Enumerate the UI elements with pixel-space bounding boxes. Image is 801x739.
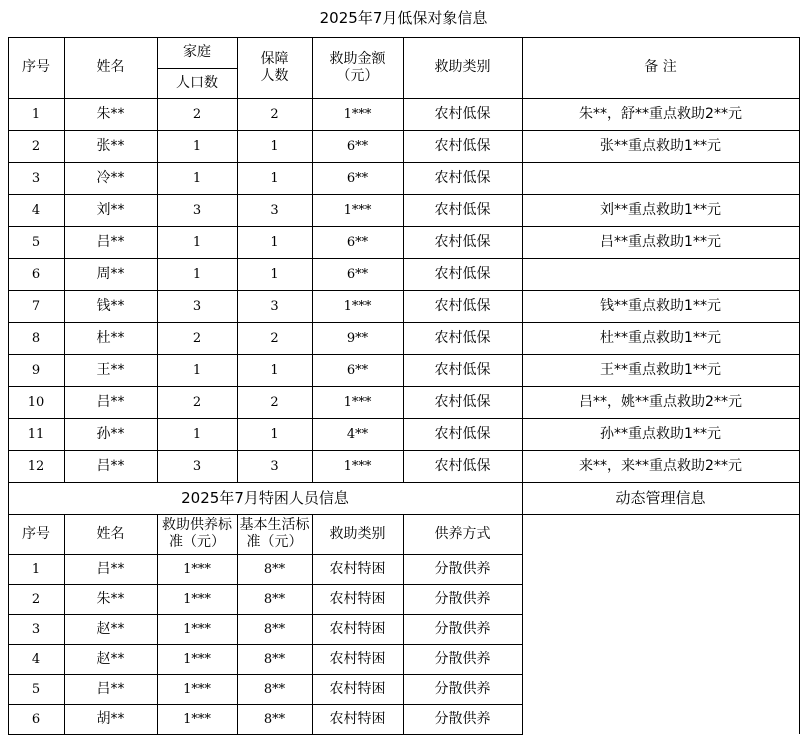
row-note: 来**，来**重点救助2**元 <box>579 457 742 474</box>
tekun-row-basic: 8** <box>263 711 286 727</box>
row-covered: 2 <box>270 394 279 410</box>
row-household: 3 <box>192 298 202 314</box>
row-household: 1 <box>192 138 202 154</box>
row-amount: 9** <box>346 330 369 346</box>
tekun-row-basic: 8** <box>263 591 286 607</box>
row-note: 张**重点救助1**元 <box>600 137 721 154</box>
row-category: 农村低保 <box>434 297 491 314</box>
grid-line <box>522 514 523 734</box>
row-category: 农村低保 <box>434 233 491 250</box>
row-category: 农村低保 <box>434 137 491 154</box>
tekun-row-standard: 1*** <box>183 711 211 727</box>
header-note: 备 注 <box>644 59 677 75</box>
tekun-row-seq: 6 <box>31 711 41 727</box>
row-seq: 5 <box>31 234 41 250</box>
tekun-header-standard: 救助供养标 准（元） <box>162 517 232 550</box>
tekun-row-standard: 1*** <box>183 681 211 697</box>
tekun-row-seq: 4 <box>31 651 41 667</box>
row-name: 杜** <box>96 329 125 346</box>
tekun-row-seq: 3 <box>31 621 41 637</box>
row-amount: 6** <box>346 170 369 186</box>
grid-line <box>8 734 523 735</box>
row-amount: 6** <box>346 234 369 250</box>
tekun-row-category: 农村特困 <box>329 620 386 637</box>
dynamic-title: 动态管理信息 <box>615 488 706 507</box>
row-category: 农村低保 <box>434 393 491 410</box>
row-covered: 1 <box>270 138 279 154</box>
row-category: 农村低保 <box>434 105 491 122</box>
header-name: 姓名 <box>96 59 125 75</box>
row-name: 吕** <box>96 233 125 250</box>
row-note: 孙**重点救助1**元 <box>600 425 721 442</box>
row-household: 1 <box>192 170 202 186</box>
tekun-row-standard: 1*** <box>183 561 211 577</box>
row-seq: 10 <box>27 394 45 410</box>
tekun-header-seq: 序号 <box>22 525 50 542</box>
tekun-row-category: 农村特困 <box>329 650 386 667</box>
row-seq: 3 <box>31 170 41 186</box>
row-note <box>522 258 799 290</box>
row-seq: 7 <box>31 298 41 314</box>
row-amount: 6** <box>346 266 369 282</box>
row-household: 2 <box>192 106 202 122</box>
header-amount: 救助金额 （元） <box>329 50 386 84</box>
row-name: 孙** <box>96 425 125 442</box>
row-household: 2 <box>192 330 202 346</box>
tekun-row-method: 分散供养 <box>434 590 491 607</box>
row-seq: 8 <box>31 330 41 346</box>
row-covered: 2 <box>270 106 279 122</box>
tekun-row-name: 赵** <box>96 620 125 637</box>
row-amount: 6** <box>346 362 369 378</box>
row-note: 吕**，姚**重点救助2**元 <box>579 393 742 410</box>
row-category: 农村低保 <box>434 201 491 218</box>
row-household: 1 <box>192 234 202 250</box>
row-covered: 3 <box>270 298 279 314</box>
row-seq: 12 <box>27 458 45 474</box>
row-household: 1 <box>192 362 202 378</box>
row-household: 2 <box>192 394 202 410</box>
row-covered: 1 <box>270 266 279 282</box>
row-name: 钱** <box>96 297 125 314</box>
row-name: 张** <box>96 137 125 154</box>
header-covered: 保障 人数 <box>260 50 289 84</box>
row-covered: 3 <box>270 202 279 218</box>
tekun-row-category: 农村特困 <box>329 680 386 697</box>
tekun-row-method: 分散供养 <box>434 560 491 577</box>
tekun-row-standard: 1*** <box>183 651 211 667</box>
row-note <box>522 162 799 194</box>
tekun-row-name: 朱** <box>96 590 125 607</box>
tekun-header-name: 姓名 <box>96 525 125 542</box>
row-amount: 6** <box>346 138 369 154</box>
tekun-row-category: 农村特困 <box>329 560 386 577</box>
row-note: 王**重点救助1**元 <box>600 361 721 378</box>
tekun-row-seq: 1 <box>31 561 41 577</box>
tekun-row-seq: 2 <box>31 591 41 607</box>
row-name: 周** <box>96 265 125 282</box>
row-seq: 6 <box>31 266 41 282</box>
row-name: 王** <box>96 361 125 378</box>
row-category: 农村低保 <box>434 361 491 378</box>
tekun-row-basic: 8** <box>263 561 286 577</box>
row-household: 1 <box>192 266 202 282</box>
row-name: 吕** <box>96 393 125 410</box>
dibao-title: 2025年7月低保对象信息 <box>319 9 488 27</box>
header-category: 救助类别 <box>434 59 491 75</box>
tekun-header-basic: 基本生活标 准（元） <box>239 517 310 550</box>
tekun-row-category: 农村特困 <box>329 710 386 727</box>
row-note: 杜**重点救助1**元 <box>600 329 721 346</box>
row-amount: 1*** <box>343 458 372 474</box>
tekun-row-name: 吕** <box>96 560 125 577</box>
row-note: 朱**，舒**重点救助2**元 <box>579 105 742 122</box>
tekun-title: 2025年7月特困人员信息 <box>181 488 349 507</box>
row-amount: 1*** <box>343 394 372 410</box>
tekun-row-method: 分散供养 <box>434 650 491 667</box>
row-seq: 9 <box>31 362 41 378</box>
row-category: 农村低保 <box>434 329 491 346</box>
row-covered: 1 <box>270 362 279 378</box>
row-note: 刘**重点救助1**元 <box>600 201 721 218</box>
row-seq: 1 <box>31 106 41 122</box>
row-covered: 1 <box>270 170 279 186</box>
row-covered: 3 <box>270 458 279 474</box>
row-household: 3 <box>192 202 202 218</box>
row-category: 农村低保 <box>434 425 491 442</box>
row-category: 农村低保 <box>434 169 491 186</box>
row-category: 农村低保 <box>434 457 491 474</box>
row-household: 3 <box>192 458 202 474</box>
row-note: 吕**重点救助1**元 <box>600 233 721 250</box>
header-household: 家庭 <box>183 44 211 60</box>
row-name: 冷** <box>96 169 125 186</box>
tekun-header-method: 供养方式 <box>434 525 491 542</box>
tekun-row-basic: 8** <box>263 651 286 667</box>
row-seq: 4 <box>31 202 41 218</box>
row-seq: 11 <box>27 426 45 442</box>
tekun-header-category: 救助类别 <box>329 525 386 542</box>
tekun-row-name: 胡** <box>96 710 125 727</box>
tekun-row-basic: 8** <box>263 621 286 637</box>
tekun-row-name: 赵** <box>96 650 125 667</box>
row-seq: 2 <box>31 138 41 154</box>
tekun-row-method: 分散供养 <box>434 620 491 637</box>
row-amount: 1*** <box>343 202 372 218</box>
row-household: 1 <box>192 426 202 442</box>
row-covered: 1 <box>270 426 279 442</box>
row-name: 吕** <box>96 457 125 474</box>
row-amount: 1*** <box>343 106 372 122</box>
row-name: 朱** <box>96 105 125 122</box>
tekun-row-seq: 5 <box>31 681 41 697</box>
tekun-row-name: 吕** <box>96 680 125 697</box>
tekun-row-basic: 8** <box>263 681 286 697</box>
row-amount: 1*** <box>343 298 372 314</box>
tekun-row-category: 农村特困 <box>329 590 386 607</box>
row-amount: 4** <box>346 426 369 442</box>
row-note: 钱**重点救助1**元 <box>600 297 721 314</box>
row-covered: 1 <box>270 234 279 250</box>
row-covered: 2 <box>270 330 279 346</box>
header-seq: 序号 <box>22 59 50 75</box>
tekun-row-standard: 1*** <box>183 591 211 607</box>
row-name: 刘** <box>96 201 125 218</box>
header-household-sub: 人口数 <box>176 74 218 91</box>
grid-line <box>799 37 800 734</box>
row-category: 农村低保 <box>434 265 491 282</box>
tekun-row-standard: 1*** <box>183 621 211 637</box>
tekun-row-method: 分散供养 <box>434 710 491 727</box>
tekun-row-method: 分散供养 <box>434 680 491 697</box>
